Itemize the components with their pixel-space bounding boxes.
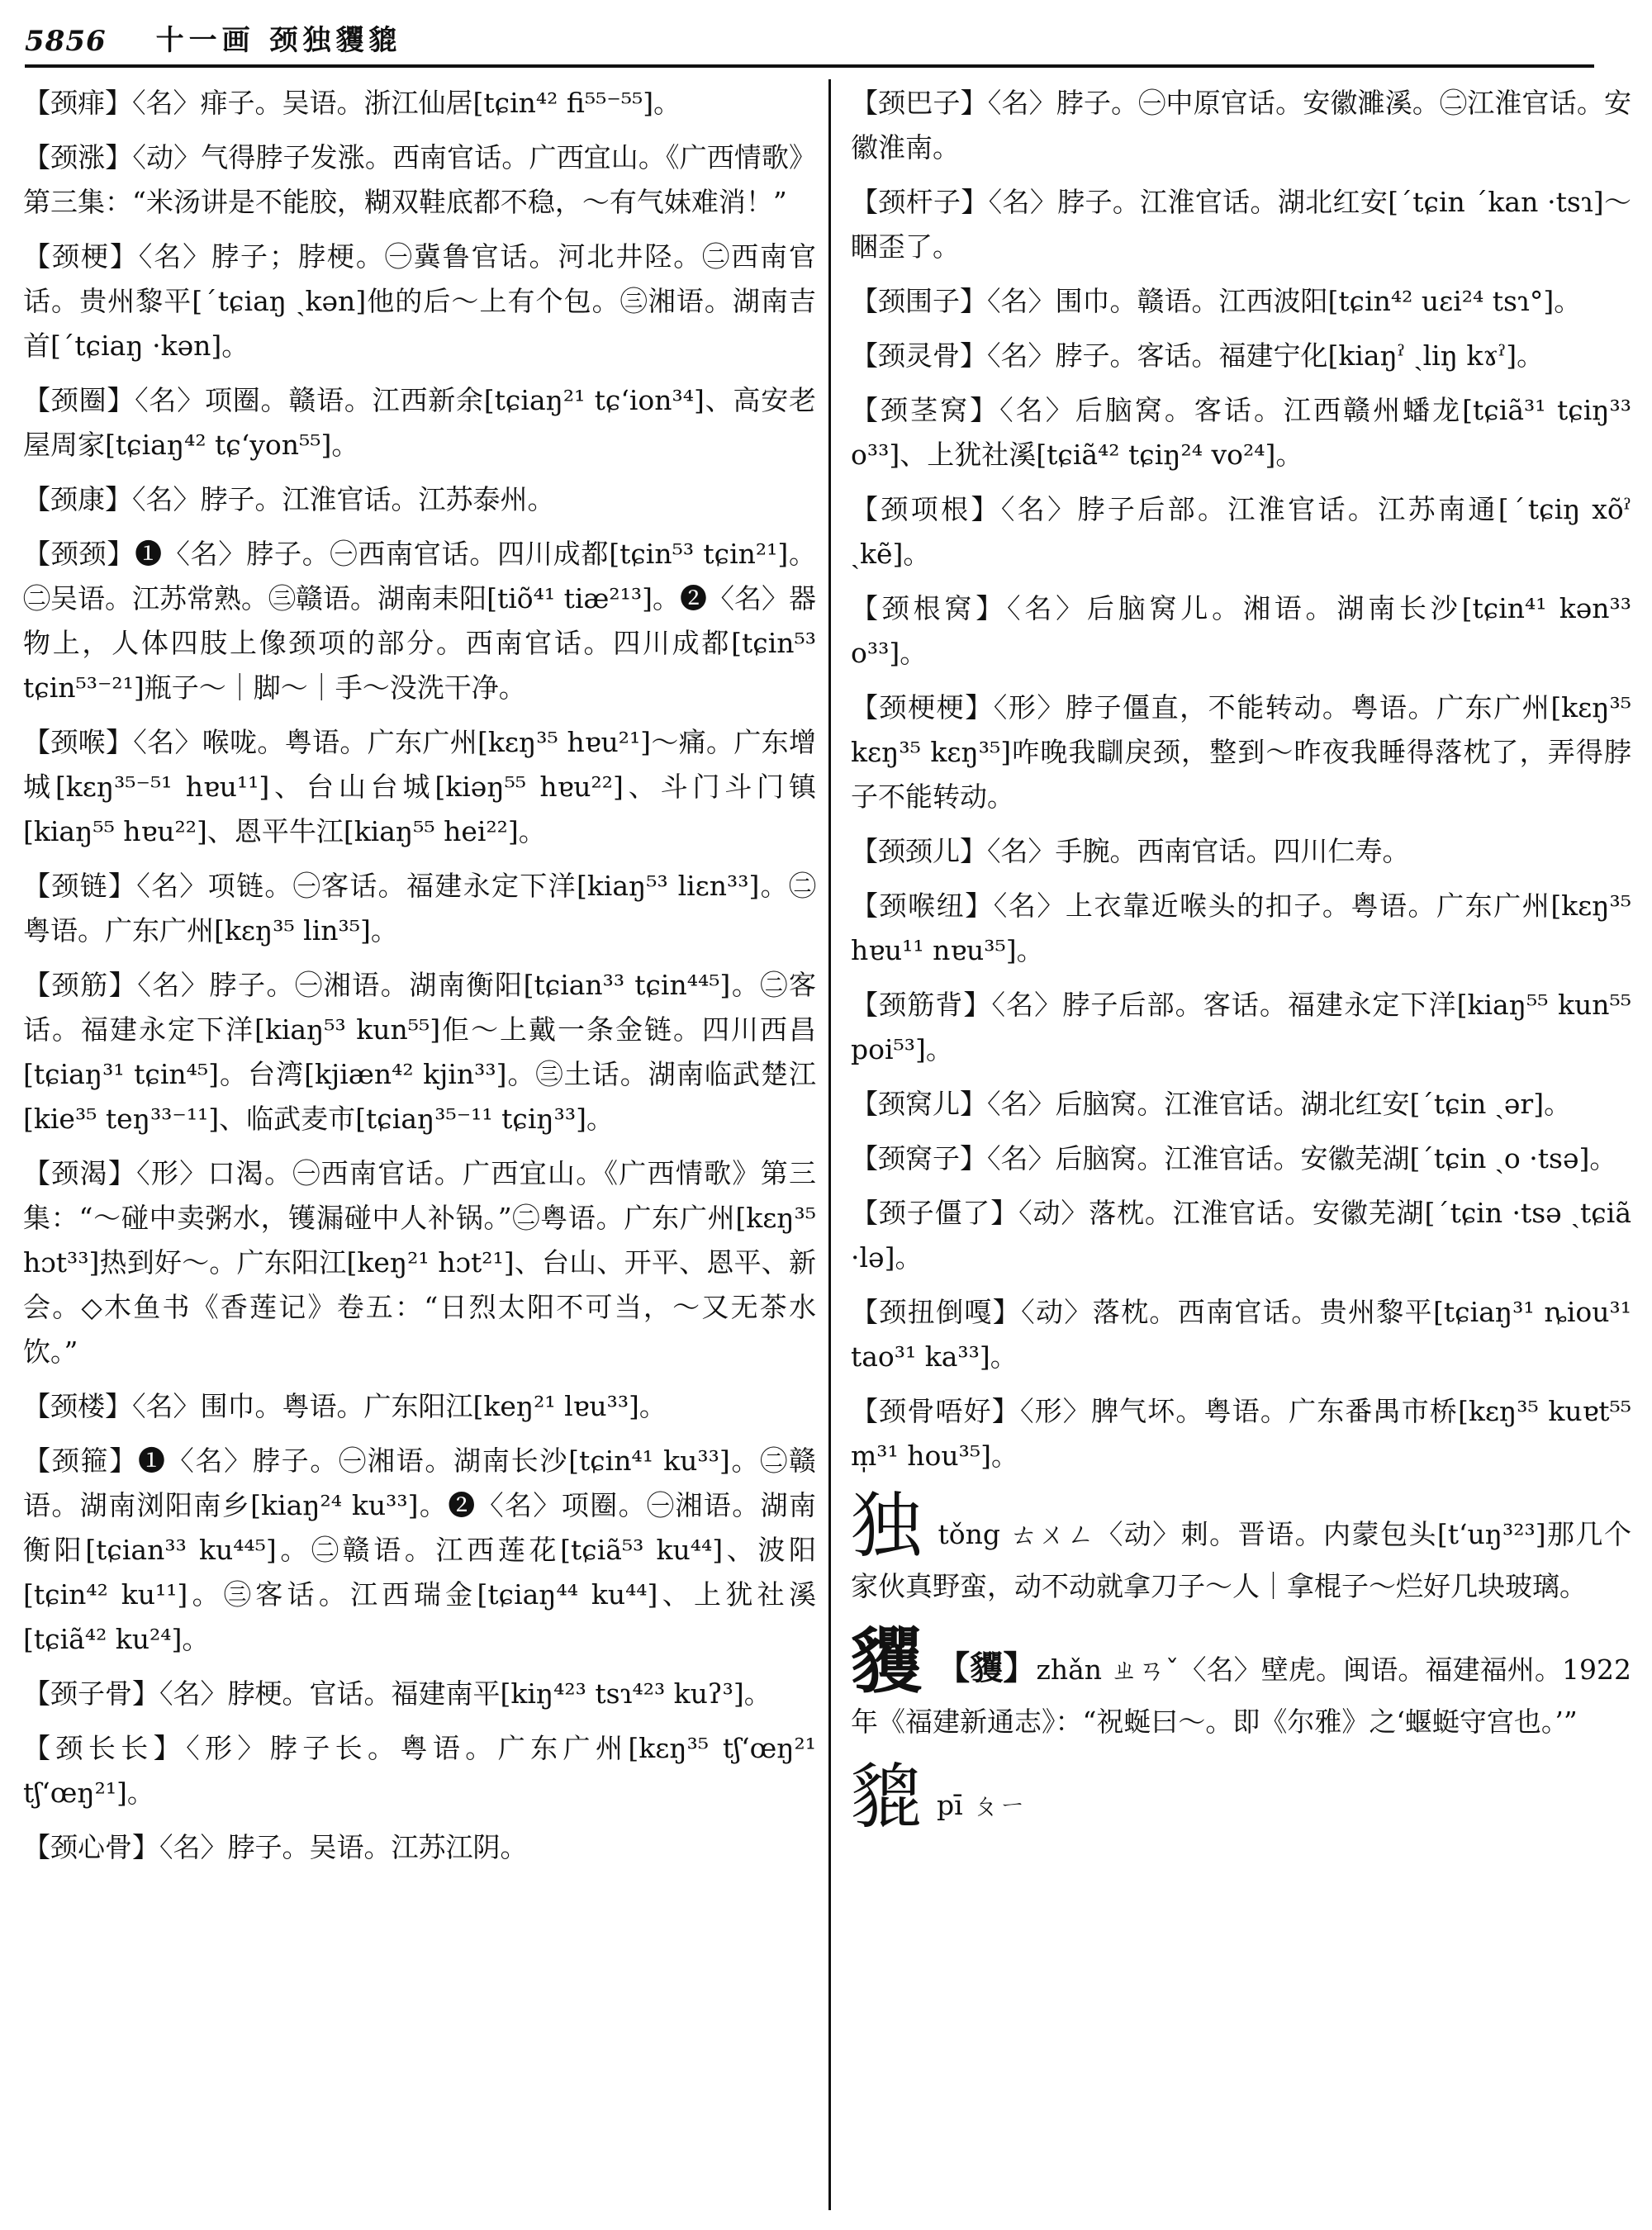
entry: 【颈链】〈名〉项链。㊀客话。福建永定下洋[kiaŋ⁵³ liɛn³³]。㊁粤语。广东广州[kɛŋ³⁵ lin³⁵]。: [23, 870, 816, 947]
entry: 【颈颈】❶〈名〉脖子。㊀西南官话。四川成都[tɕin⁵³ tɕin²¹]。㊁吴语。江苏常熟。㊂赣语。湖南耒阳[tiõ⁴¹ tiæ²¹³]。❷〈名〉器物上，人体四肢上像颈项的部分。西南官话。四川成都[tɕin⁵³ tɕin⁵³⁻²¹]瓶子～｜脚～｜手～没洗干净。: [23, 538, 816, 704]
entry: 【颈长长】〈形〉脖子长。粤语。广东广州[kɛŋ³⁵ tʃʻœŋ²¹ tʃʻœŋ²¹]。: [23, 1732, 816, 1809]
entry: 【颈筋背】〈名〉脖子后部。客话。福建永定下洋[kiaŋ⁵⁵ kun⁵⁵ poi⁵³]。: [851, 989, 1631, 1065]
entry: 【颈梗梗】〈形〉脖子僵直，不能转动。粤语。广东广州[kɛŋ³⁵ kɛŋ³⁵ kɛŋ³⁵]咋晚我瞓戾颈，整到～昨夜我睡得落枕了，弄得脖子不能转动。: [851, 691, 1631, 813]
char-entry-tong: [851, 1485, 1631, 1609]
entry: 【颈心骨】〈名〉脖子。吴语。江苏江阴。: [23, 1831, 528, 1863]
entry: 【颈康】〈名〉脖子。江淮官话。江苏泰州。: [23, 483, 555, 515]
char-headword: 貔: [851, 1756, 922, 1839]
entry: 【颈箍】❶〈名〉脖子。㊀湘语。湖南长沙[tɕin⁴¹ ku³³]。㊁赣语。湖南浏阳南乡[kiaŋ²⁴ ku³³]。❷〈名〉项圈。㊀湘语。湖南衡阳[tɕian³³ ku⁴⁴⁵]。㊁赣语。江西莲花[tɕiã⁵³ ku⁴⁴]、波阳[tɕin⁴² ku¹¹]。㊂客话。江西瑞金[tɕiaŋ⁴⁴ ku⁴⁴]、上犹社溪[tɕiã⁴² ku²⁴]。: [23, 1445, 816, 1655]
entry: 【颈子骨】〈名〉脖梗。官话。福建南平[kiŋ⁴²³ tsɿ⁴²³ kuʔ³]。: [23, 1677, 771, 1710]
entry: 【颈杆子】〈名〉脖子。江淮官话。湖北红安[ˊtɕin ˊkan ·tsɿ]～睏歪了。: [851, 186, 1631, 263]
entry: 【颈窝子】〈名〉后脑窝。江淮官话。安徽芜湖[ˊtɕin ˏo ·tsə]。: [851, 1142, 1617, 1174]
entry: 【颈痱】〈名〉痱子。吴语。浙江仙居[tɕin⁴² fi⁵⁵⁻⁵⁵]。: [23, 87, 681, 119]
char-entry-text: zhǎn ㄓㄢˇ〈名〉壁虎。闽语。福建福州。1922年《福建新通志》：“祝蜒曰～。即《尔雅》之‘蝘蜓守宫也。’”: [851, 1654, 1631, 1738]
entry: 【颈喉纽】〈名〉上衣靠近喉头的扣子。粤语。广东广州[kɛŋ³⁵ hɐu¹¹ nɐu³⁵]。: [851, 890, 1631, 966]
right-column: [851, 81, 1631, 2204]
page-header: [25, 21, 1594, 68]
entry: 【颈扭倒嘎】〈动〉落枕。西南官话。贵州黎平[tɕiaŋ³¹ ȵiou³¹ tao³¹ ka³³]。: [851, 1296, 1631, 1373]
char-variant-head: 【貜】: [937, 1649, 1037, 1687]
entry: 【颈喉】〈名〉喉咙。粤语。广东广州[kɛŋ³⁵ hɐu²¹]～痛。广东增城[kɛŋ³⁵⁻⁵¹ hɐu¹¹]、台山台城[kiəŋ⁵⁵ hɐu²²]、斗门斗门镇[kiaŋ⁵⁵ hɐu²²]、恩平牛江[kiaŋ⁵⁵ hei²²]。: [23, 726, 816, 847]
entry: 【颈围子】〈名〉围巾。赣语。江西波阳[tɕin⁴² uɛi²⁴ tsɿ°]。: [851, 285, 1582, 317]
char-entry-text: tǒng ㄊㄨㄥ〈动〉刺。晋语。内蒙包头[tʻuŋ³²³]那几个家伙真野蛮，动不动就拿刀子～人｜拿棍子～烂好几块玻璃。: [851, 1518, 1631, 1602]
entry: 【颈颈儿】〈名〉手腕。西南官话。四川仁寿。: [851, 835, 1410, 867]
char-headword: 独: [851, 1485, 923, 1568]
char-entry-zhan: [851, 1620, 1631, 1744]
char-entry-text: pī ㄆㄧ: [937, 1789, 1027, 1821]
char-headword: 貜: [851, 1620, 923, 1703]
entry: 【颈灵骨】〈名〉脖子。客话。福建宁化[kiaŋˀ ˏliŋ kɤˀ]。: [851, 339, 1545, 372]
entry: 【颈巴子】〈名〉脖子。㊀中原官话。安徽濉溪。㊁江淮官话。安徽淮南。: [851, 87, 1631, 164]
entry: 【颈梗】〈名〉脖子；脖梗。㊀冀鲁官话。河北井陉。㊁西南官话。贵州黎平[ˊtɕiaŋ ˏkən]他的后～上有个包。㊂湘语。湖南吉首[ˊtɕiaŋ ·kən]。: [23, 240, 816, 362]
entry: 【颈窝儿】〈名〉后脑窝。江淮官话。湖北红安[ˊtɕin ˏər]。: [851, 1088, 1572, 1120]
entry: 【颈涨】〈动〉气得脖子发涨。西南官话。广西宜山。《广西情歌》第三集：“米汤讲是不能胶，糊双鞋底都不稳，～有气妹难消！”: [23, 141, 816, 218]
running-title: 十一画 颈独貜貔: [155, 24, 402, 57]
page-number: 5856: [25, 25, 107, 58]
entry: 【颈骨唔好】〈形〉脾气坏。粤语。广东番禺市桥[kɛŋ³⁵ kuɐt⁵⁵ m̩³¹ hou³⁵]。: [851, 1395, 1631, 1472]
column-divider: [828, 79, 831, 2210]
entry: 【颈渴】〈形〉口渴。㊀西南官话。广西宜山。《广西情歌》第三集：“～碰中卖粥水，镬漏碰中人补锅。”㊁粤语。广东广州[kɛŋ³⁵ hɔt³³]热到好～。广东阳江[keŋ²¹ hɔt²¹]、台山、开平、恩平、新会。◇木鱼书《香莲记》卷五：“日烈太阳不可当，～又无茶水饮。”: [23, 1157, 816, 1368]
entry: 【颈茎窝】〈名〉后脑窝。客话。江西赣州蟠龙[tɕiã³¹ tɕiŋ³³ o³³]、上犹社溪[tɕiã⁴² tɕiŋ²⁴ vo²⁴]。: [851, 394, 1631, 471]
left-column: [23, 81, 816, 2204]
entry: 【颈筋】〈名〉脖子。㊀湘语。湖南衡阳[tɕian³³ tɕin⁴⁴⁵]。㊁客话。福建永定下洋[kiaŋ⁵³ kun⁵⁵]佢～上戴一条金链。四川西昌[tɕiaŋ³¹ tɕin⁴⁵]。台湾[kjiæn⁴² kjin³³]。㊂土话。湖南临武楚江[kie³⁵ teŋ³³⁻¹¹]、临武麦市[tɕiaŋ³⁵⁻¹¹ tɕiŋ³³]。: [23, 969, 816, 1135]
entry: 【颈项根】〈名〉脖子后部。江淮官话。江苏南通[ˊtɕiŋ xõˀ ˏkẽ]。: [851, 493, 1631, 570]
entry: 【颈根窝】〈名〉后脑窝儿。湘语。湖南长沙[tɕin⁴¹ kən³³ o³³]。: [851, 592, 1631, 669]
entry: 【颈圈】〈名〉项圈。赣语。江西新余[tɕiaŋ²¹ tɕʻion³⁴]、高安老屋周家[tɕiaŋ⁴² tɕʻyon⁵⁵]。: [23, 384, 816, 461]
char-entry-pi: [851, 1756, 1631, 1839]
entry: 【颈楼】〈名〉围巾。粤语。广东阳江[keŋ²¹ lɐu³³]。: [23, 1390, 667, 1422]
entry: 【颈子僵了】〈动〉落枕。江淮官话。安徽芜湖[ˊtɕin ·tsə ˏtɕiã ·lə]。: [851, 1197, 1631, 1274]
